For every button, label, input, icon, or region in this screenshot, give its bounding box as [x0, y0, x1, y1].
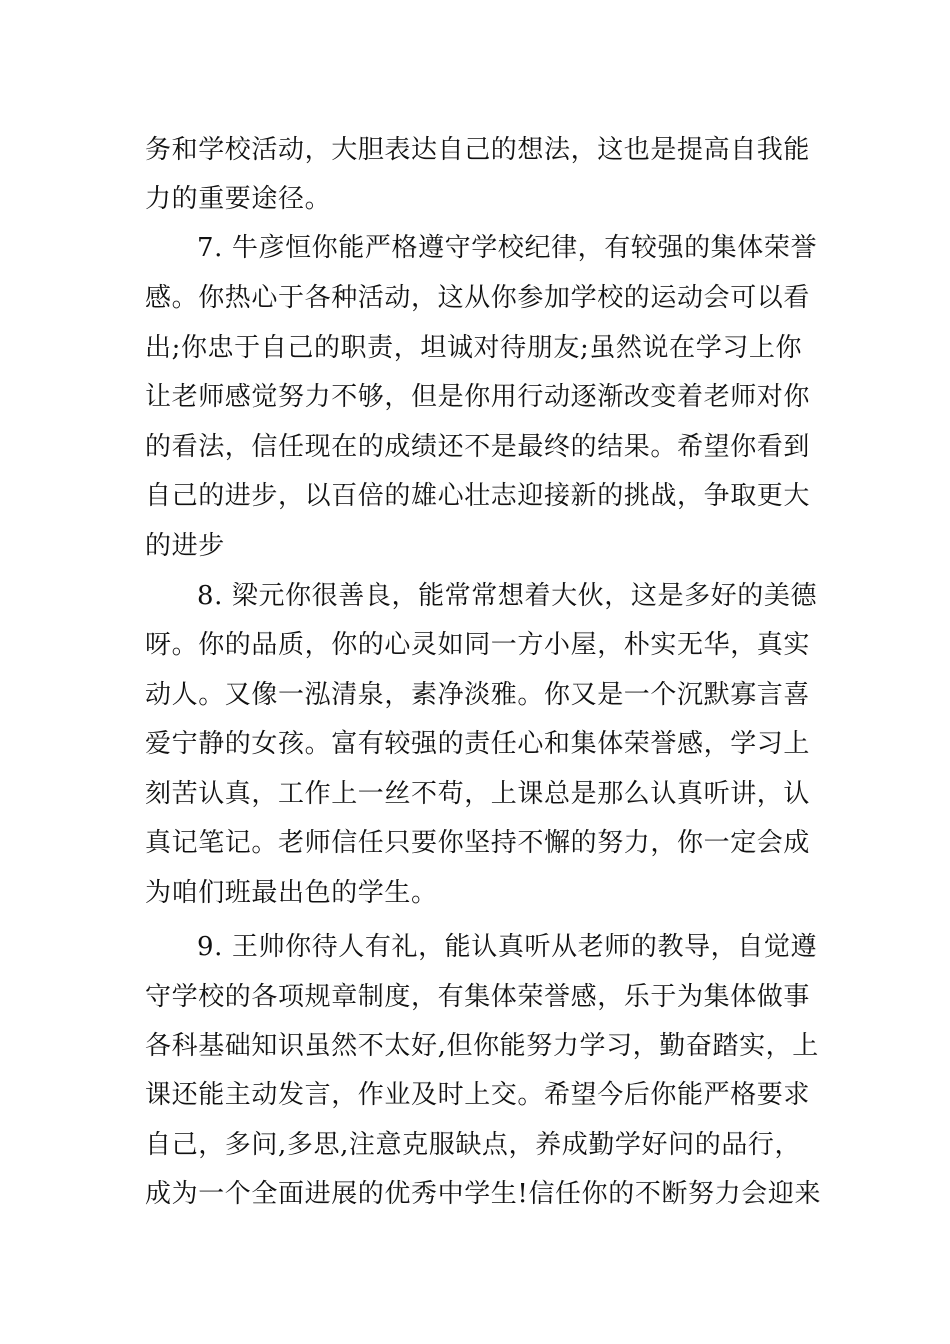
paragraph-9-first-line: 9. 王帅你待人有礼，能认真听从老师的教导，自觉遵 [197, 932, 818, 962]
text-line: 动人。又像一泓清泉，素净淡雅。你又是一个沉默寡言喜 [145, 680, 811, 710]
text-line: 为咱们班最出色的学生。 [145, 878, 438, 908]
text-line: 的看法，信任现在的成绩还不是最终的结果。希望你看到 [145, 432, 811, 462]
text-line: 的进步 [145, 531, 225, 561]
text-line: 刻苦认真，工作上一丝不苟，上课总是那么认真听讲，认 [145, 779, 811, 809]
paragraph-8-first-line: 8. 梁元你很善良，能常常想着大伙，这是多好的美德 [197, 581, 818, 611]
text-line: 爱宁静的女孩。富有较强的责任心和集体荣誉感，学习上 [145, 729, 811, 759]
text-line: 出;你忠于自己的职责，坦诚对待朋友;虽然说在学习上你 [145, 333, 803, 363]
text-line: 感。你热心于各种活动，这从你参加学校的运动会可以看 [145, 283, 811, 313]
text-line: 让老师感觉努力不够，但是你用行动逐渐改变着老师对你 [145, 382, 811, 412]
text-line: 呀。你的品质，你的心灵如同一方小屋，朴实无华，真实 [145, 630, 811, 660]
text-line: 自己，多问,多思,注意克服缺点，养成勤学好问的品行， [145, 1130, 802, 1160]
text-line: 自己的进步，以百倍的雄心壮志迎接新的挑战，争取更大 [145, 481, 811, 511]
text-line: 真记笔记。老师信任只要你坚持不懈的努力，你一定会成 [145, 828, 811, 858]
text-line: 守学校的各项规章制度，有集体荣誉感，乐于为集体做事 [145, 982, 811, 1012]
text-line: 各科基础知识虽然不太好,但你能努力学习，勤奋踏实，上 [145, 1031, 819, 1061]
text-line: 成为一个全面进展的优秀中学生!信任你的不断努力会迎来 [145, 1179, 822, 1209]
paragraph-7-first-line: 7. 牛彦恒你能严格遵守学校纪律，有较强的集体荣誉 [197, 233, 818, 263]
text-line: 力的重要途径。 [145, 184, 332, 214]
text-line: 务和学校活动，大胆表达自己的想法，这也是提高自我能 [145, 135, 811, 165]
text-line: 课还能主动发言，作业及时上交。希望今后你能严格要求 [145, 1080, 811, 1110]
